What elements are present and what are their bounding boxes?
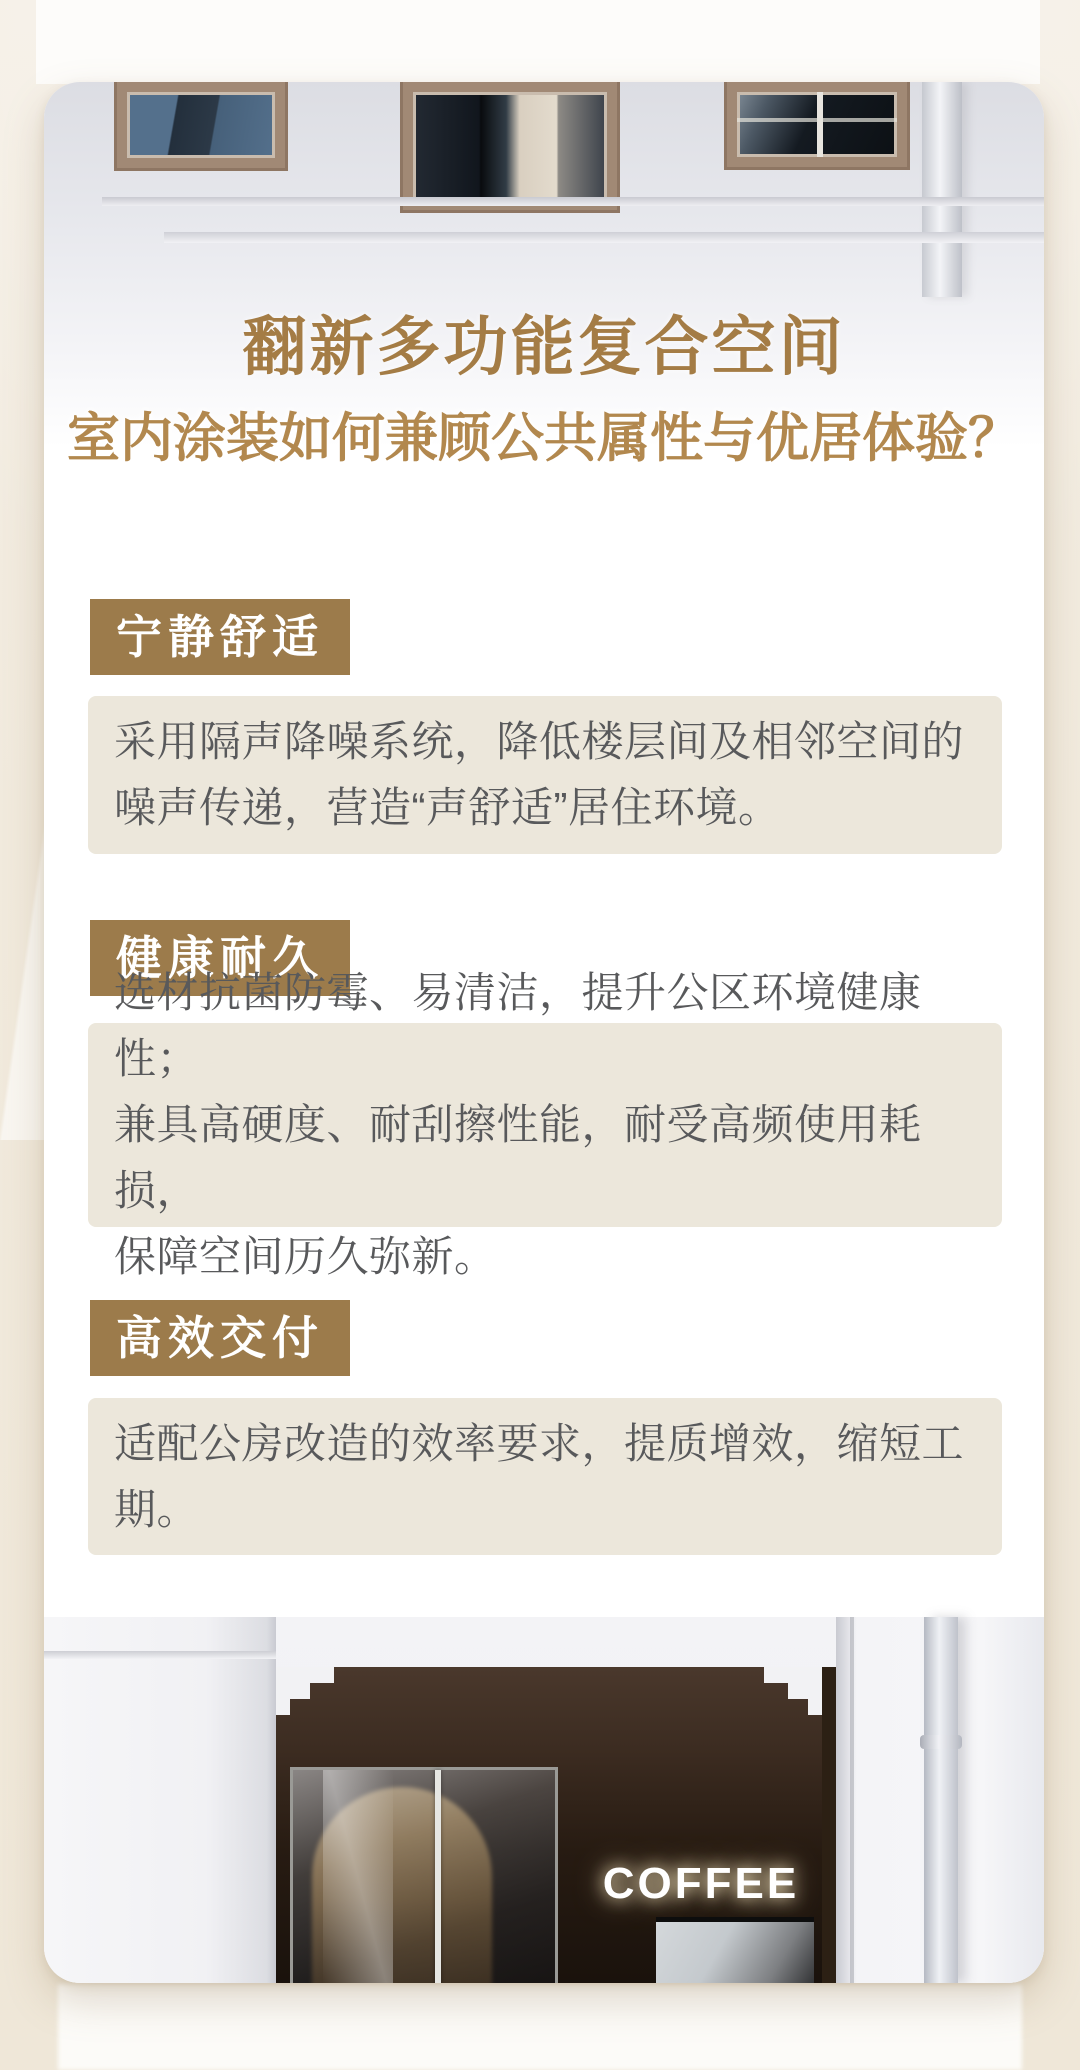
section-panel-efficient-delivery [88, 1398, 1002, 1555]
page-title: 翻新多功能复合空间 [242, 311, 846, 383]
storefront-right-wall [836, 1617, 1044, 1983]
panel-text-line: 保障空间历久弥新。 [114, 1233, 497, 1280]
section-badge-efficient-delivery: 高效交付 [90, 1300, 350, 1376]
arch-scallop [788, 1683, 822, 1699]
window-mullion [817, 92, 823, 157]
arch-scallop [276, 1699, 290, 1715]
section-badge-healthy-durable: 健康耐久 [90, 920, 350, 996]
background-diagonal-accent [0, 820, 46, 1140]
panel-text-line: 采用隔声降噪系统，降低楼层间及相邻空间的 [114, 718, 965, 765]
page-subtitle: 室内涂装如何兼顾公共属性与优居体验？ [67, 409, 1021, 468]
panel-text-line: 期。 [114, 1485, 200, 1533]
panel-text-line: 适配公房改造的效率要求，提质增效，缩短工 [114, 1419, 965, 1467]
facade-molding [102, 197, 1044, 206]
glass-reflection [323, 1770, 393, 1983]
coffee-shop-photo [44, 1617, 1044, 1983]
window-mullion [737, 118, 897, 122]
facade-window-center [403, 82, 617, 210]
section-badge-quiet-comfort: 宁静舒适 [90, 599, 350, 675]
section-panel-quiet-comfort [88, 696, 1002, 854]
glass-door-divider [435, 1770, 441, 1983]
storefront-ledge [44, 1651, 276, 1659]
facade-window-left [117, 82, 285, 168]
section-panel-healthy-durable [88, 969, 1002, 1280]
downpipe-joint [920, 1735, 962, 1749]
arch-scallop [276, 1683, 310, 1699]
storefront-arch-interior [276, 1667, 822, 1983]
facade-molding [164, 232, 1044, 243]
arch-scallop [764, 1667, 822, 1683]
pilaster-groove [850, 1617, 854, 1983]
facade-downpipe [922, 82, 962, 297]
panel-text-line: 噪声传递，营造“声舒适”居住环境。 [114, 784, 781, 831]
storefront-lower-window [656, 1917, 814, 1983]
background-bottom-highlight [58, 1984, 1022, 2070]
storefront-left-wall [44, 1617, 276, 1983]
arch-scallop [808, 1699, 822, 1715]
storefront-downpipe [924, 1617, 958, 1983]
panel-text-line: 兼具高硬度、耐刮擦性能，耐受高频使用耗损， [114, 1101, 922, 1214]
glass-door [290, 1767, 558, 1983]
coffee-sign: COFFEE [602, 1859, 800, 1908]
storefront-wood-frame [822, 1667, 836, 1983]
facade-window-right [727, 82, 907, 167]
poster-card [44, 82, 1044, 1983]
panel-text-line: 选材抗菌防霉、易清洁，提升公区环境健康性； [114, 969, 922, 1082]
arch-scallop [276, 1667, 334, 1683]
background-top-highlight [36, 0, 1040, 84]
